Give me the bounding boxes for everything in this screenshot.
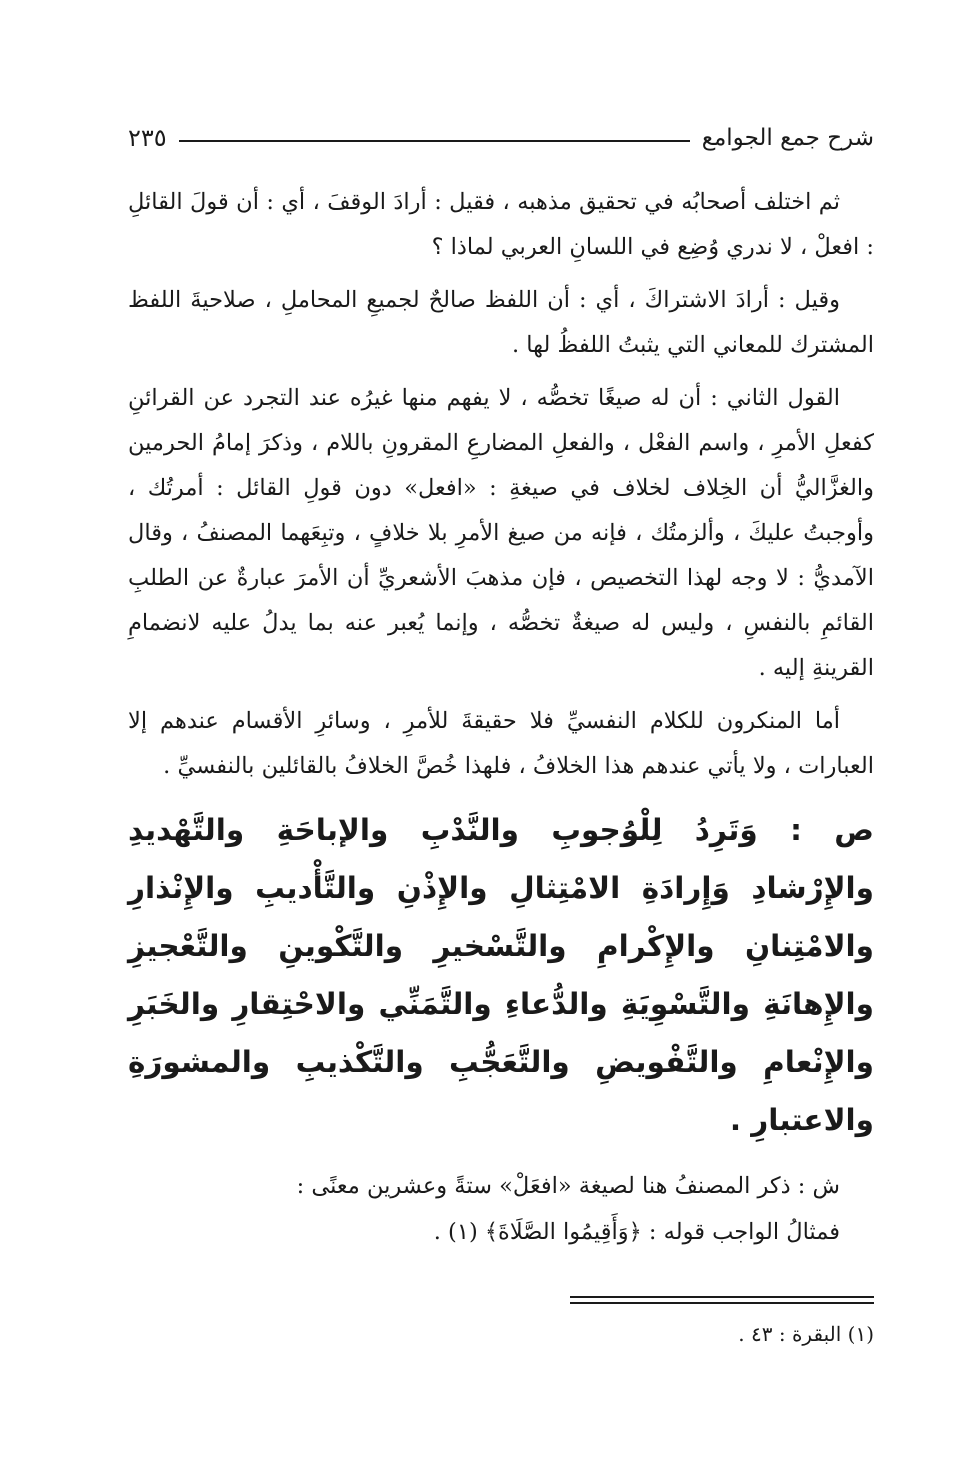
- sharh-line-1: ش : ذكر المصنفُ هنا لصيغة «افعَلْ» ستةً وعشرين معنًى :: [296, 1173, 840, 1199]
- paragraph-2: وقيل : أرادَ الاشتراكَ ، أي : أن اللفظ صالحٌ لجميعِ المحاملِ ، صلاحيةَ اللفظ المشترك للمعاني التي يثبتُ اللفظُ لها .: [128, 287, 874, 358]
- footnote: (١) البقرة : ٤٣ .: [738, 1322, 874, 1346]
- sharh-line-2: فمثالُ الواجب قوله : ﴿وَأَقِيمُوا الصَّلَاةَ﴾ (١) .: [433, 1219, 840, 1245]
- paragraph-4: أما المنكرون للكلام النفسيِّ فلا حقيقةَ للأمرِ ، وسائرِ الأقسام عندهم إلا العبارات ، ولا يأتي عندهم هذا الخلافُ ، فلهذا خُصَّ الخلافُ بالقائلين بالنفسيِّ .: [128, 708, 874, 779]
- footnote-rule-top: [570, 1296, 874, 1298]
- paragraph-3: القول الثاني : أن له صيغًا تخصُّه ، لا يفهم منها غيرُه عند التجرد عن القرائنِ كفعلِ الأمرِ ، واسم الفعْل ، والفعلِ المضارعِ المقرونِ باللام ، وذكرَ إمامُ الحرمين والغزَّاليُّ أن الخِلاف لخلاف في صيغةِ : «افعل» دون قولِ القائل : أمرتُك ، وأوجبتُ عليكَ ، وألزمتُك ، فإنه من صيغ الأمرِ بلا خلافٍ ، وتبِعَهما المصنفُ ، وقال الآمديُّ : لا وجه لهذا التخصيص ، فإن مذهبَ الأشعريِّ أن الأمرَ عبارةٌ عن الطلبِ القائمِ بالنفسِ ، وليس له صيغةٌ تخصُّه ، وإنما يُعبر عنه بما يدلُ عليه لانضمامِ القرينةِ إليه .: [128, 385, 874, 681]
- page-body: [128, 180, 874, 1255]
- matn-text: ص : وَتَرِدُ لِلْوُجوبِ والنَّدْبِ والإباحَةِ والتَّهْديدِ والإِرْشادِ وَإِرادَةِ الامْتِثالِ والإِذْنِ والتَّأْديبِ والإِنْذارِ والامْتِنانِ والإِكْرامِ والتَّسْخيرِ والتَّكْوينِ والتَّعْجيزِ والإِهانَةِ والتَّسْوِيَةِ والدُّعاءِ والتَّمَنِّي والاحْتِقارِ والخَبَرِ والإِنْعامِ والتَّفْويضِ والتَّعَجُّبِ والتَّكْذيبِ والمشورَةِ والاعتبارِ .: [128, 813, 874, 1137]
- running-title: شرح جمع الجوامع: [701, 125, 874, 151]
- header-rule: [179, 140, 690, 142]
- page-header: [128, 118, 874, 158]
- paragraph-1: ثم اختلف أصحابُه في تحقيق مذهبه ، فقيل : أرادَ الوقفَ ، أي : أن قولَ القائلِ : افعلْ ، لا ندري وُضِع في اللسانِ العربي لماذا ؟: [128, 189, 874, 260]
- page-number: ٢٣٥: [128, 124, 167, 152]
- footnote-separator: [570, 1296, 874, 1308]
- footnote-rule-bottom: [570, 1302, 874, 1304]
